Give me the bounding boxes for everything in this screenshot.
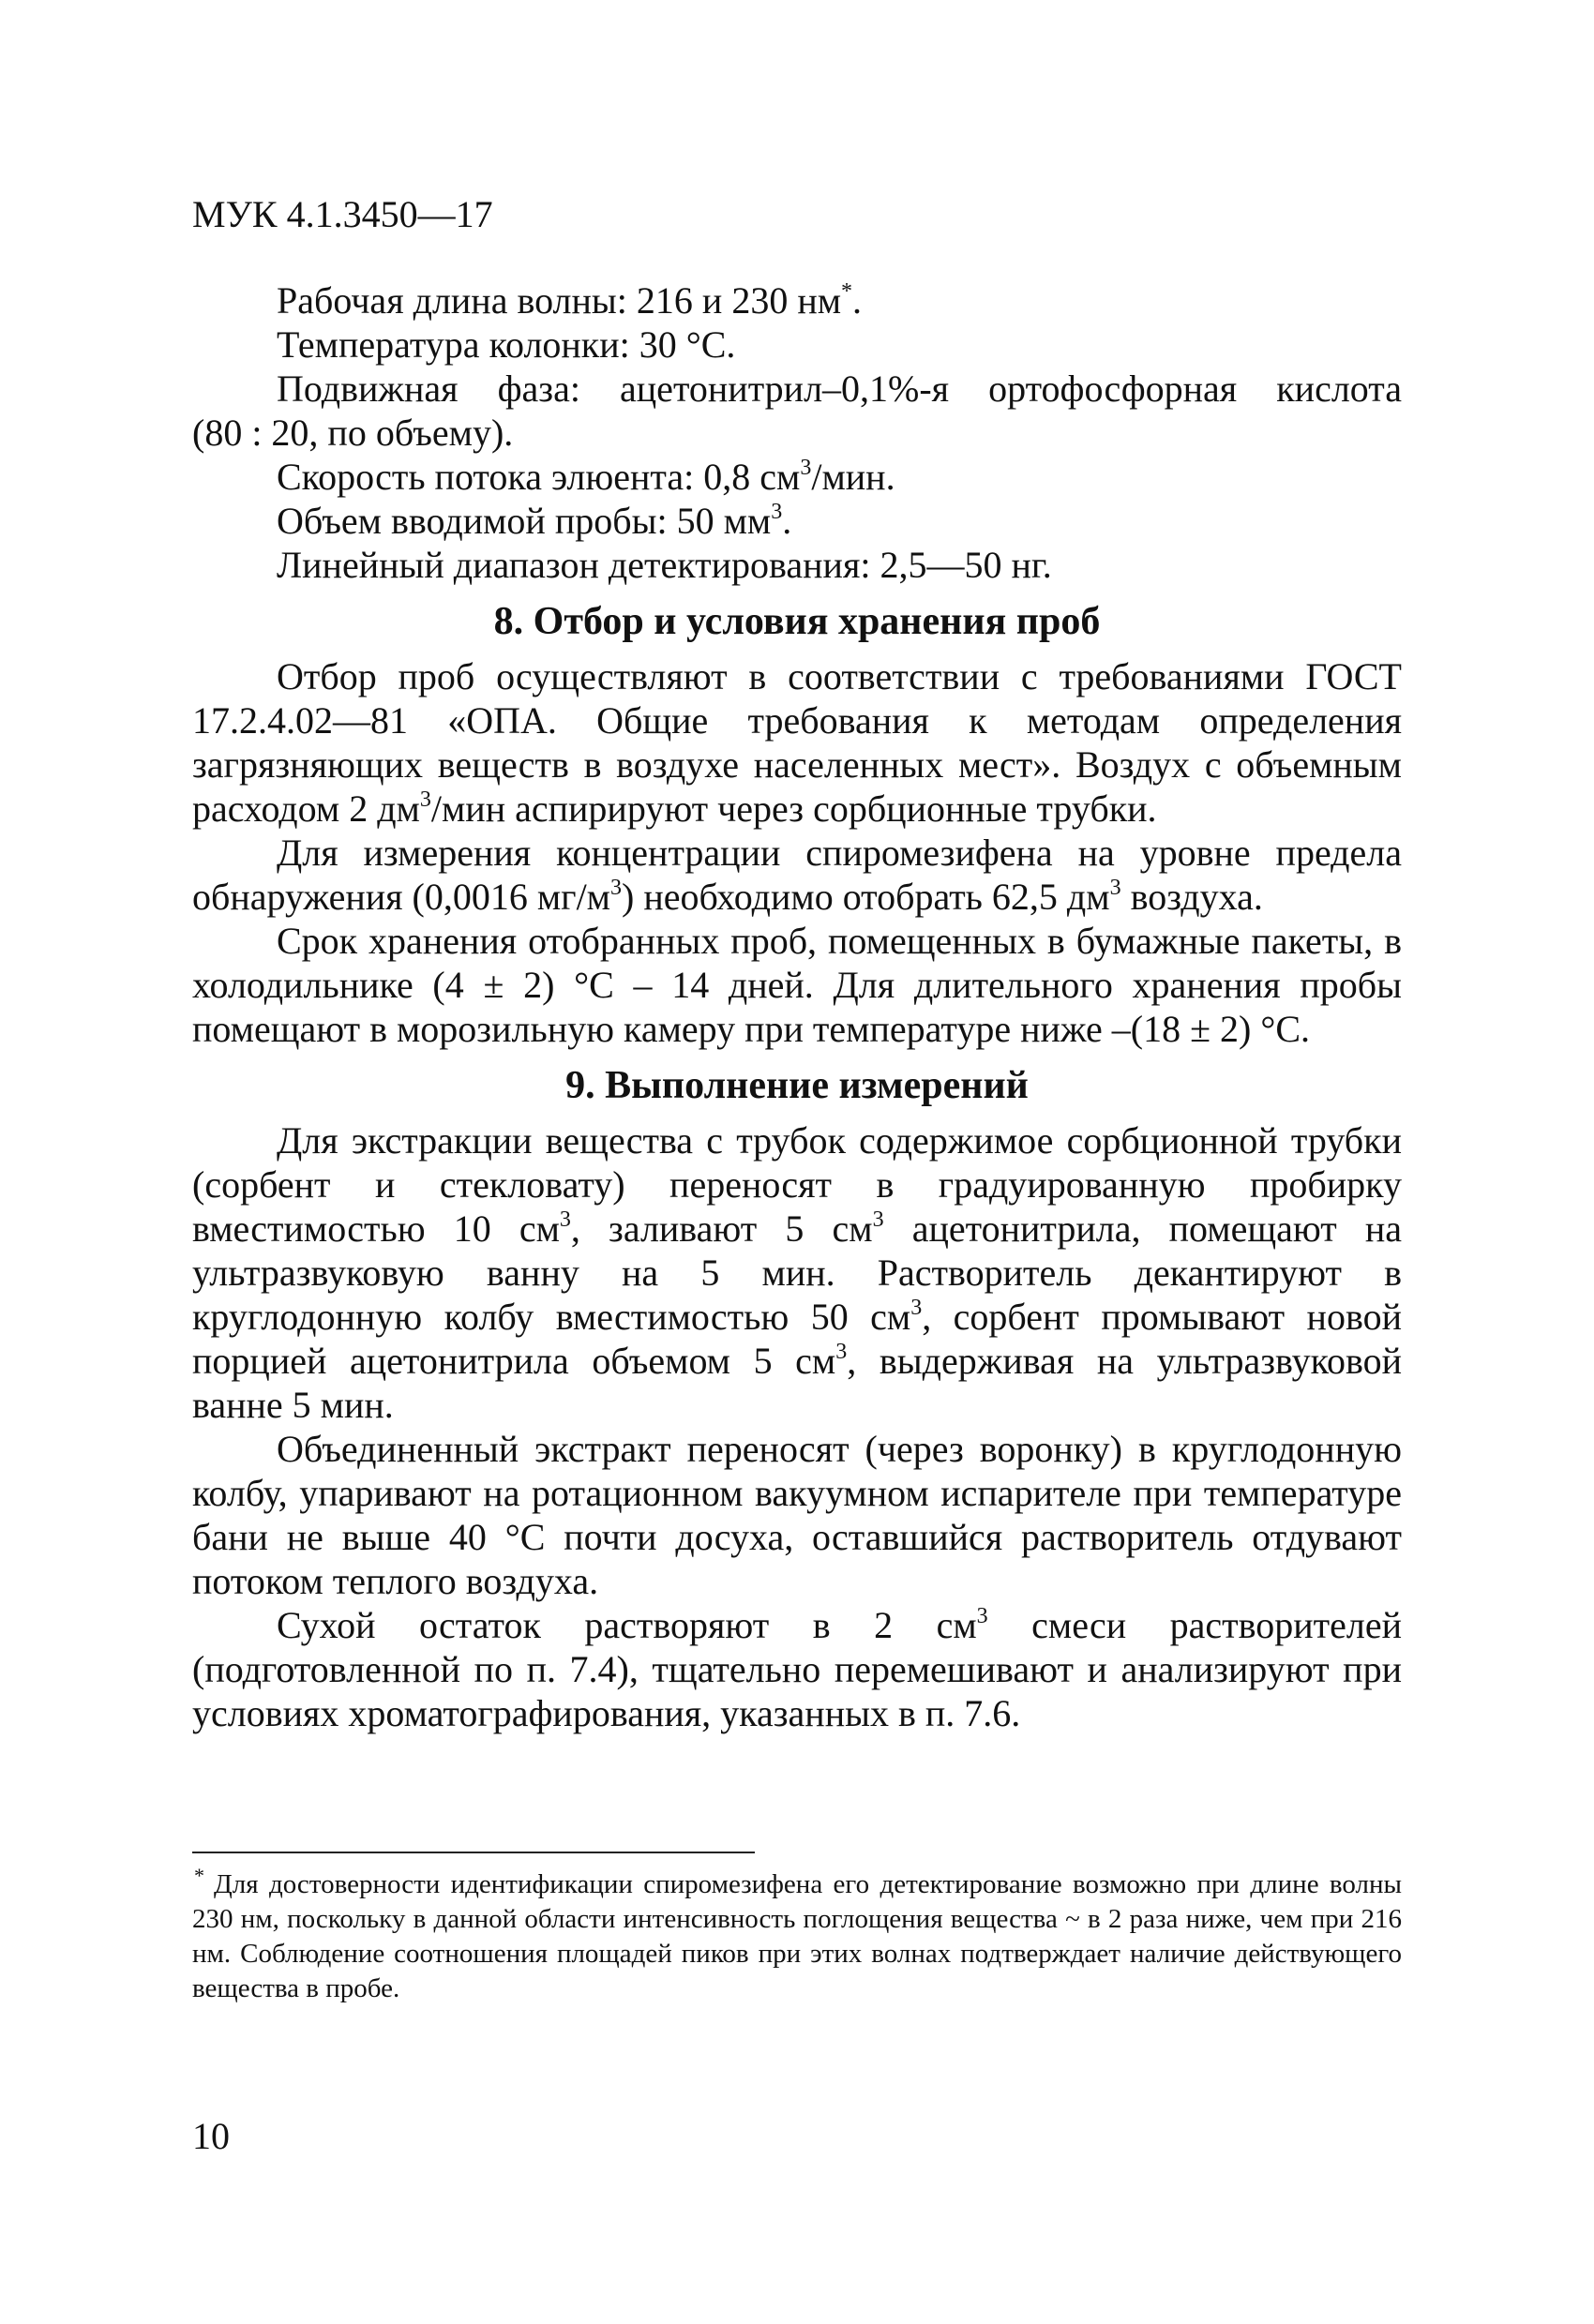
superscript: 3 xyxy=(835,1339,848,1364)
footnote-mark: * xyxy=(194,1864,204,1888)
paragraph-text: воздуха. xyxy=(1120,876,1263,918)
footnote-reference: * xyxy=(841,278,853,304)
flow-rate-line xyxy=(192,455,1402,499)
paragraph-text: Для измерения концентрации спиромезифена на уровне предела обнаружения (0,0016 мг/м xyxy=(192,832,1402,918)
superscript: 3 xyxy=(1109,875,1121,900)
superscript: 3 xyxy=(610,875,622,900)
superscript: 3 xyxy=(800,455,812,480)
superscript: 3 xyxy=(976,1603,988,1628)
paragraph-text: ) необходимо отобрать 62,5 дм xyxy=(622,876,1110,918)
temperature-line: Температура колонки: 30 °С. xyxy=(277,323,736,366)
linear-range-line: Линейный диапазон детектирования: 2,5—50 нг. xyxy=(277,544,1052,586)
superscript: 3 xyxy=(419,787,431,812)
paragraph-text: смеси растворителей (подготовленной по п. 7.4), тщательно перемешивают и анализируют при условиях хроматографирования, указанных в п. 7.6. xyxy=(192,1604,1403,1734)
injection-volume-line xyxy=(192,499,1402,543)
document-body xyxy=(192,278,1402,1735)
volume-end: . xyxy=(782,500,792,542)
wavelength-line xyxy=(192,278,1402,322)
flow-rate-text: Скорость потока элюента: 0,8 см xyxy=(277,456,801,498)
paragraph-text: , сорбент промывают новой порцией ацетонитрила объемом 5 см xyxy=(192,1296,1402,1382)
flow-rate-unit: /мин. xyxy=(811,456,895,498)
superscript: 3 xyxy=(910,1295,923,1320)
page-number: 10 xyxy=(192,2115,230,2157)
footnote xyxy=(192,1864,1402,2006)
paragraph-text: Сухой остаток растворяют в 2 см xyxy=(277,1604,977,1646)
document-header: МУК 4.1.3450—17 xyxy=(192,193,493,235)
section-8-heading: 8. Отбор и условия хранения проб xyxy=(493,600,1101,643)
footnote-divider xyxy=(192,1852,755,1853)
wavelength-text: Рабочая длина волны: 216 и 230 нм xyxy=(277,279,842,322)
mobile-phase-line: Подвижная фаза: ацетонитрил–0,1%-я ортофосфорная кислота xyxy=(277,367,1402,410)
paragraph-text: /мин аспирируют через сорбционные трубки. xyxy=(430,787,1157,830)
paragraph-text: Для экстракции вещества с трубок содержимое сорбционной трубки (сорбент и стекловату) переносят в градуированную пробирку вместимостью 10 см xyxy=(192,1119,1402,1250)
volume-text: Объем вводимой пробы: 50 мм xyxy=(277,500,772,542)
paragraph-text: , заливают 5 см xyxy=(570,1207,873,1250)
paragraph-text: , выдерживая на ультразвуковой ванне 5 мин. xyxy=(192,1340,1402,1426)
mobile-phase-ratio-line: (80 : 20, по объему). xyxy=(192,412,514,454)
paragraph-text: Отбор проб осуществляют в соответствии с требованиями ГОСТ 17.2.4.02—81 «ОПА. Общие требования к методам определения загрязняющих веществ в воздухе населенных мест». Воздух с объемным расходом 2 дм xyxy=(192,655,1402,830)
section-8-paragraph-3: Срок хранения отобранных проб, помещенных в бумажные пакеты, в холодильнике (4 ± 2) °С – 14 дней. Для длительного хранения пробы помещают в морозильную камеру при температуре ниже –(18 ± 2) °С. xyxy=(192,920,1402,1050)
superscript: 3 xyxy=(559,1207,571,1232)
section-9-paragraph-3 xyxy=(192,1603,1402,1735)
superscript: 3 xyxy=(872,1207,884,1232)
section-8-paragraph-2 xyxy=(192,831,1402,919)
section-8-paragraph-1 xyxy=(192,654,1402,831)
section-9-paragraph-2: Объединенный экстракт переносят (через воронку) в круглодонную колбу, упаривают на ротационном вакуумном испарителе при температуре бани не выше 40 °С почти досуха, оставшийся растворитель отдувают потоком теплого воздуха. xyxy=(192,1428,1402,1602)
footnote-text: Для достоверности идентификации спиромезифена его детектирование возможно при длине волны 230 нм, поскольку в данной области интенсивность поглощения вещества ~ в 2 раза ниже, чем при 216 нм. Соблюдение соотношения площадей пиков при этих волнах подтверждает наличие действующего вещества в пробе. xyxy=(192,1869,1402,2003)
section-9-heading: 9. Выполнение измерений xyxy=(565,1064,1029,1107)
superscript: 3 xyxy=(771,499,783,524)
paragraph-text: ацетонитрила, помещают на ультразвуковую ванну на 5 мин. Растворитель декантируют в круглодонную колбу вместимостью 50 см xyxy=(192,1207,1403,1338)
wavelength-end: . xyxy=(852,279,863,322)
section-9-paragraph-1 xyxy=(192,1118,1402,1427)
